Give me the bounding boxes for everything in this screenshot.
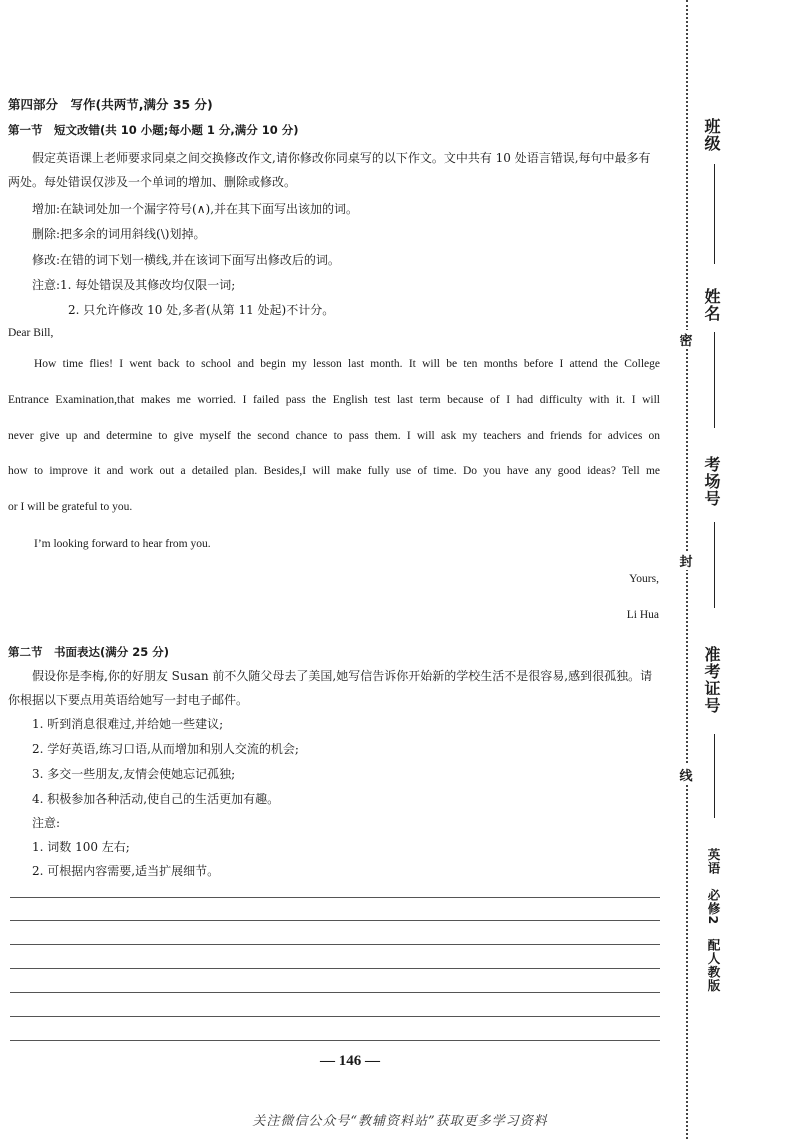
rule-delete: 删除:把多余的词用斜线(\)划掉。 <box>32 227 206 241</box>
letter-signature: Li Hua <box>626 609 659 621</box>
admission-number-field-label: 准考证号 <box>702 646 721 714</box>
rule-note-1: 注意:1. 每处错误及其修改均仅限一词; <box>32 278 236 292</box>
point-item: 2. 学好英语,练习口语,从而增加和别人交流的机会; <box>32 742 299 756</box>
answer-line[interactable] <box>10 1016 660 1017</box>
admission-number-field[interactable] <box>700 646 736 818</box>
exam-room-field-label: 考场号 <box>702 456 721 507</box>
point-item: 3. 多交一些朋友,友情会使她忘记孤独; <box>32 767 236 781</box>
name-field-label: 姓名 <box>702 288 721 322</box>
answer-line[interactable] <box>10 1040 660 1041</box>
answer-line[interactable] <box>10 992 660 993</box>
note-item: 2. 可根据内容需要,适当扩展细节。 <box>32 864 220 878</box>
note-item: 1. 词数 100 左右; <box>32 840 130 854</box>
letter-sign-off: Yours, <box>629 573 659 585</box>
letter-line: never give up and determine to give myself the second chance to pass them. I will ask my teachers and friends for advices on <box>8 430 660 442</box>
seal-mark: 线 <box>674 765 698 784</box>
section2-prompt: 假设你是李梅,你的好朋友 Susan 前不久随父母去了美国,她写信告诉你开始新的学校生活不是很容易,感到很孤独。请你根据以下要点用英语给她写一封电子邮件。 <box>8 669 653 707</box>
class-field-label: 班级 <box>702 118 721 152</box>
name-field-line <box>714 332 715 428</box>
name-field[interactable] <box>700 288 736 430</box>
point-item: 1. 听到消息很难过,并给她一些建议; <box>32 717 224 731</box>
part-heading: 第四部分 写作(共两节,满分 35 分) <box>8 97 213 112</box>
letter-closing-line: I’m looking forward to hear from you. <box>34 538 211 550</box>
answer-line[interactable] <box>10 920 660 921</box>
point-item: 4. 积极参加各种活动,使自己的生活更加有趣。 <box>32 792 280 806</box>
page-number: — 146 — <box>320 1053 380 1069</box>
admission-number-field-line <box>714 734 715 818</box>
exam-room-field-line <box>714 522 715 608</box>
letter-line: Entrance Examination,that makes me worried. I failed pass the English test last term because of I had difficulty with it. I will <box>8 394 660 406</box>
notes-label: 注意: <box>32 816 61 830</box>
rule-add: 增加:在缺词处加一个漏字符号(∧),并在其下面写出该加的词。 <box>32 202 359 216</box>
section1-intro: 假定英语课上老师要求同桌之间交换修改作文,请你修改你同桌写的以下作文。文中共有 10 处语言错误,每句中最多有两处。每处错误仅涉及一个单词的增加、删除或修改。 <box>8 151 651 189</box>
letter-line: how to improve it and work out a detailed plan. Besides,I will make fully use of time. Do you have any good ideas? Tell me <box>8 465 660 477</box>
section2-heading: 第二节 书面表达(满分 25 分) <box>8 645 170 659</box>
letter-line: or I will be grateful to you. <box>8 501 133 513</box>
footer-note: 关注微信公众号“教辅资料站”获取更多学习资料 <box>252 1114 548 1129</box>
rule-note-2: 2. 只允许修改 10 处,多者(从第 11 处起)不计分。 <box>32 303 335 317</box>
exam-room-field[interactable] <box>700 456 736 610</box>
class-field[interactable] <box>700 118 736 266</box>
seal-mark: 密 <box>674 330 698 349</box>
class-field-line <box>714 164 715 264</box>
answer-line[interactable] <box>10 968 660 969</box>
rule-modify: 修改:在错的词下划一横线,并在该词下面写出修改后的词。 <box>32 253 340 267</box>
seal-mark: 封 <box>674 551 698 570</box>
letter-greeting: Dear Bill, <box>8 327 54 339</box>
book-info: 英语 必修2 配人教版 <box>706 848 721 993</box>
answer-line[interactable] <box>10 897 660 898</box>
answer-line[interactable] <box>10 944 660 945</box>
section1-heading: 第一节 短文改错(共 10 小题;每小题 1 分,满分 10 分) <box>8 123 299 137</box>
letter-line: How time flies! I went back to school and begin my lesson last month. It will be ten months before I attend the College <box>34 358 660 370</box>
